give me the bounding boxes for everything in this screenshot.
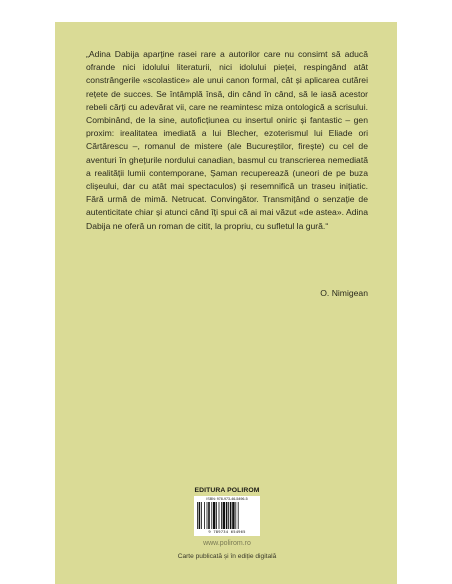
publisher-name: EDITURA POLIROM [194,487,260,494]
barcode-icon [197,502,257,529]
barcode-digits: 9 789734 654965 [208,529,246,534]
publisher-website[interactable]: www.polirom.ro [203,540,251,547]
barcode [194,496,260,536]
edition-note: Carte publicată și în ediție digitală [177,553,277,560]
blurb-text: „Adina Dabija aparține rasei rare a autorilor care nu consimt să aducă ofrande nici idolului literaturii, nici idolului pieței, respingând atât constrângerile «scolastice» ale unui canon formal, cât și aplicarea cutărei rețete de succes. Se întâmplă însă, din când în când, să le iasă acestor rebeli cărți cu adevărat vii, care ne reamintesc miza ontologică a scrisului. Combinând, de la sine, autoficțiunea cu insertul oniric și fantastic – gen proxim: irealitatea imediată a lui Blecher, ezoterismul lui Eliade ori Cărtărescu –, romanul de mistere (ale Bucureștilor, firește) cu cel de aventuri în ghețurile nordului canadian, basmul cu transcrierea nemediată a realității lumii contemporane, Șaman recuperează (uneori de pe buza clișeului, dar cu atât mai spectaculos) și resemnifică un traseu inițiatic. Fără urmă de mimă. Netrucat. Convingător. Transmițând o senzație de autenticitate chiar și atunci când îți spui că ai mai văzut «de astea». Adina Dabija ne oferă un roman de citit, la propriu, cu sufletul la gură.“ [86,49,368,231]
blurb-author: O. Nimigean [320,288,368,298]
isbn-number: ISBN: 978-973-46-5496-5 [206,497,248,501]
